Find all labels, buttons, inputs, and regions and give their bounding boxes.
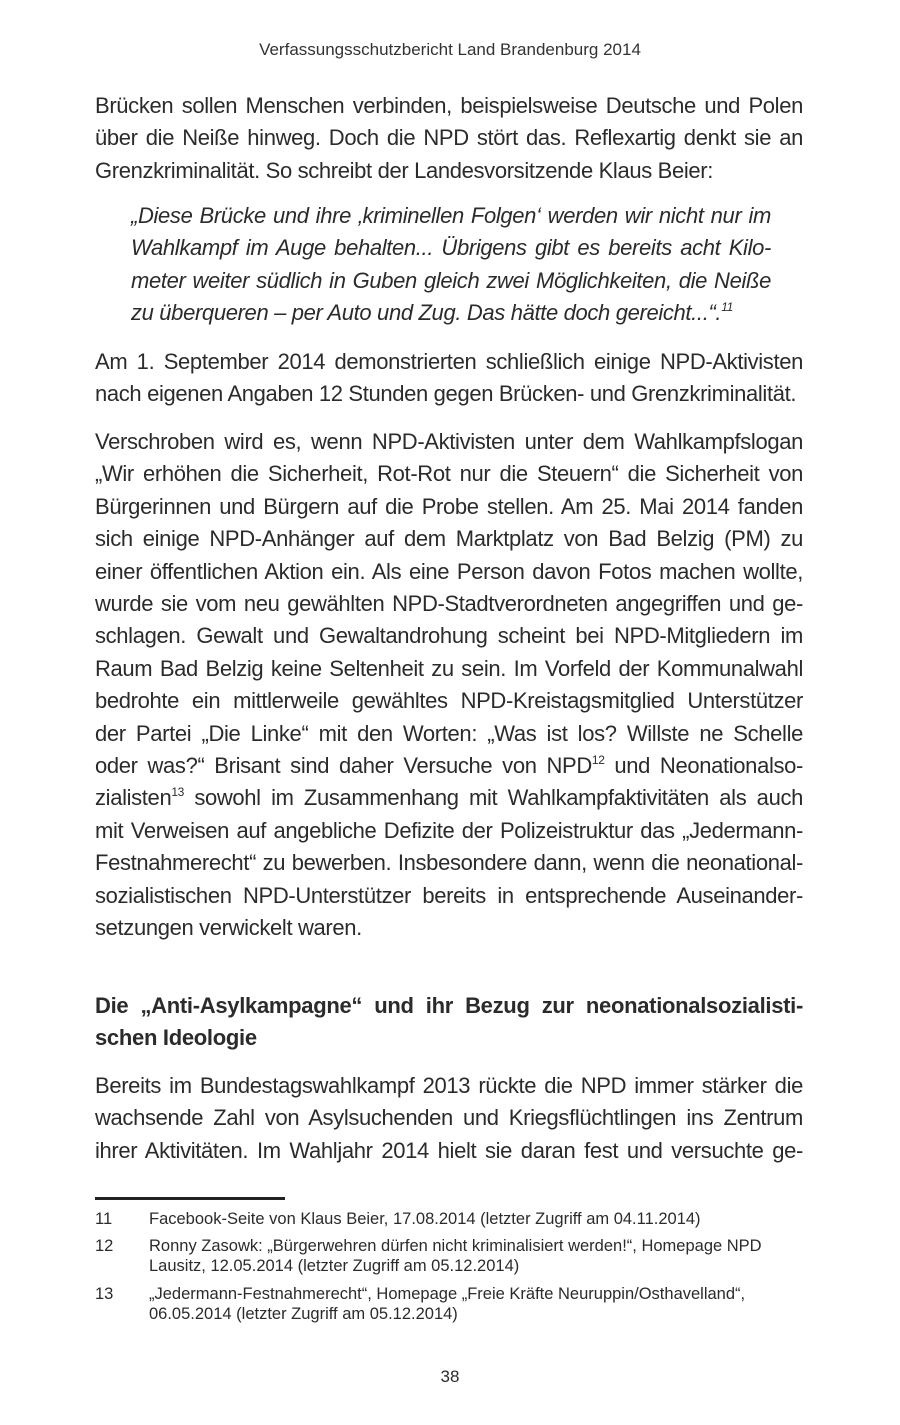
- text-line: Grenzkriminalität. So schreibt der Landesvorsitzende Klaus Beier:: [95, 157, 714, 183]
- footnote-number: 11: [95, 1210, 113, 1228]
- text-line: oder was?“ Brisant sind daher Versuche von NPD$^{12}$ und Neonationalso-: [95, 753, 804, 779]
- text-line: bedrohte ein mittlerweile gewähltes NPD-Kreistagsmitglied Unterstützer: [95, 688, 803, 714]
- text-line: sich einige NPD-Anhänger auf dem Marktplatz von Bad Belzig (PM) zu: [95, 526, 803, 552]
- text-line: der Partei „Die Linke“ mit den Worten: „Was ist los? Willste ne Schelle: [95, 720, 803, 746]
- block-quote: [131, 200, 771, 330]
- text-line: Festnahmerecht“ zu bewerben. Insbesondere dann, wenn die neonational-: [95, 850, 803, 876]
- text-line: sozialistischen NPD-Unterstützer bereits in entsprechende Auseinander-: [95, 882, 803, 908]
- quote-line: Wahlkampf im Auge behalten... Übrigens gibt es bereits acht Kilo-: [131, 235, 771, 261]
- text-line: zialisten$^{13}$ sowohl im Zusammenhang mit Wahlkampfaktivitäten als auch: [95, 785, 803, 811]
- footnote-number: 12: [95, 1237, 114, 1255]
- paragraph-demonstration: [95, 346, 803, 411]
- text-line: Raum Bad Belzig keine Seltenheit zu sein. Im Vorfeld der Kommunalwahl: [95, 655, 803, 681]
- section-heading: [95, 990, 803, 1055]
- footnote-text: „Jedermann-Festnahmerecht“, Homepage „Freie Kräfte Neuruppin/Osthavelland“, 06.05.2014 (letzter Zugriff am 05.12.2014): [149, 1285, 746, 1323]
- footnote-ref[interactable]: 12: [591, 753, 605, 768]
- text-line: wachsende Zahl von Asylsuchenden und Kriegsflüchtlingen ins Zentrum: [95, 1105, 803, 1131]
- page-number: 38: [440, 1367, 460, 1386]
- text-line: Brücken sollen Menschen verbinden, beispielsweise Deutsche und Polen: [95, 93, 803, 118]
- text-line: ihrer Aktivitäten. Im Wahljahr 2014 hielt sie daran fest und versuchte ge-: [95, 1137, 803, 1163]
- text-line: einer öffentlichen Aktion ein. Als eine Person davon Fotos machen wollte,: [95, 558, 803, 584]
- footnote-text: Facebook-Seite von Klaus Beier, 17.08.2014 (letzter Zugriff am 04.11.2014): [149, 1210, 701, 1228]
- footnote-text: Ronny Zasowk: „Bürgerwehren dürfen nicht kriminalisiert werden!“, Homepage NPD Lausitz, 12.05.2014 (letzter Zugriff am 05.12.2014): [149, 1237, 762, 1275]
- footnote-ref[interactable]: 11: [721, 300, 733, 315]
- paragraph-asylum: [95, 1070, 803, 1167]
- quote-line: zu überqueren – per Auto und Zug. Das hätte doch gereicht...“.$^{11}$: [131, 300, 733, 326]
- quote-line: „Diese Brücke und ihre ‚kriminellen Folgen‘ werden wir nicht nur im: [131, 203, 771, 228]
- text-line: nach eigenen Angaben 12 Stunden gegen Brücken- und Grenzkriminalität.: [95, 381, 797, 407]
- text-line: setzungen verwickelt waren.: [95, 915, 362, 941]
- text-line: über die Neiße hinweg. Doch die NPD stört das. Reflexartig denkt sie an: [95, 125, 803, 151]
- heading-line: schen Ideologie: [95, 1025, 257, 1051]
- text-line: Verschroben wird es, wenn NPD-Aktivisten unter dem Wahlkampfslogan: [95, 429, 803, 454]
- text-line: mit Verweisen auf angebliche Defizite der Polizeistruktur das „Jedermann-: [95, 817, 803, 843]
- text-line: Bereits im Bundestagswahlkampf 2013 rückte die NPD immer stärker die: [95, 1073, 803, 1098]
- text-line: schlagen. Gewalt und Gewaltandrohung scheint bei NPD-Mitgliedern im: [95, 623, 803, 649]
- text-line: Bürgerinnen und Bürgern auf die Probe stellen. Am 25. Mai 2014 fanden: [95, 493, 803, 519]
- footnote-divider: [95, 1197, 285, 1200]
- running-header: Verfassungsschutzbericht Land Brandenburg 2014: [259, 40, 641, 59]
- paragraph-violence: [95, 426, 803, 945]
- footnote-number: 13: [95, 1285, 114, 1303]
- quote-line: meter weiter südlich in Guben gleich zwei Möglichkeiten, die Neiße: [131, 267, 771, 293]
- footnote-ref[interactable]: 13: [171, 785, 184, 800]
- heading-line: Die „Anti-Asylkampagne“ und ihr Bezug zur neonationalsozialisti-: [95, 993, 803, 1018]
- paragraph-intro: [95, 90, 803, 187]
- text-line: Am 1. September 2014 demonstrierten schließlich einige NPD-Aktivisten: [95, 349, 803, 374]
- text-line: wurde sie vom neu gewählten NPD-Stadtverordneten angegriffen und ge-: [95, 591, 803, 617]
- text-line: „Wir erhöhen die Sicherheit, Rot-Rot nur die Steuern“ die Sicherheit von: [95, 461, 803, 487]
